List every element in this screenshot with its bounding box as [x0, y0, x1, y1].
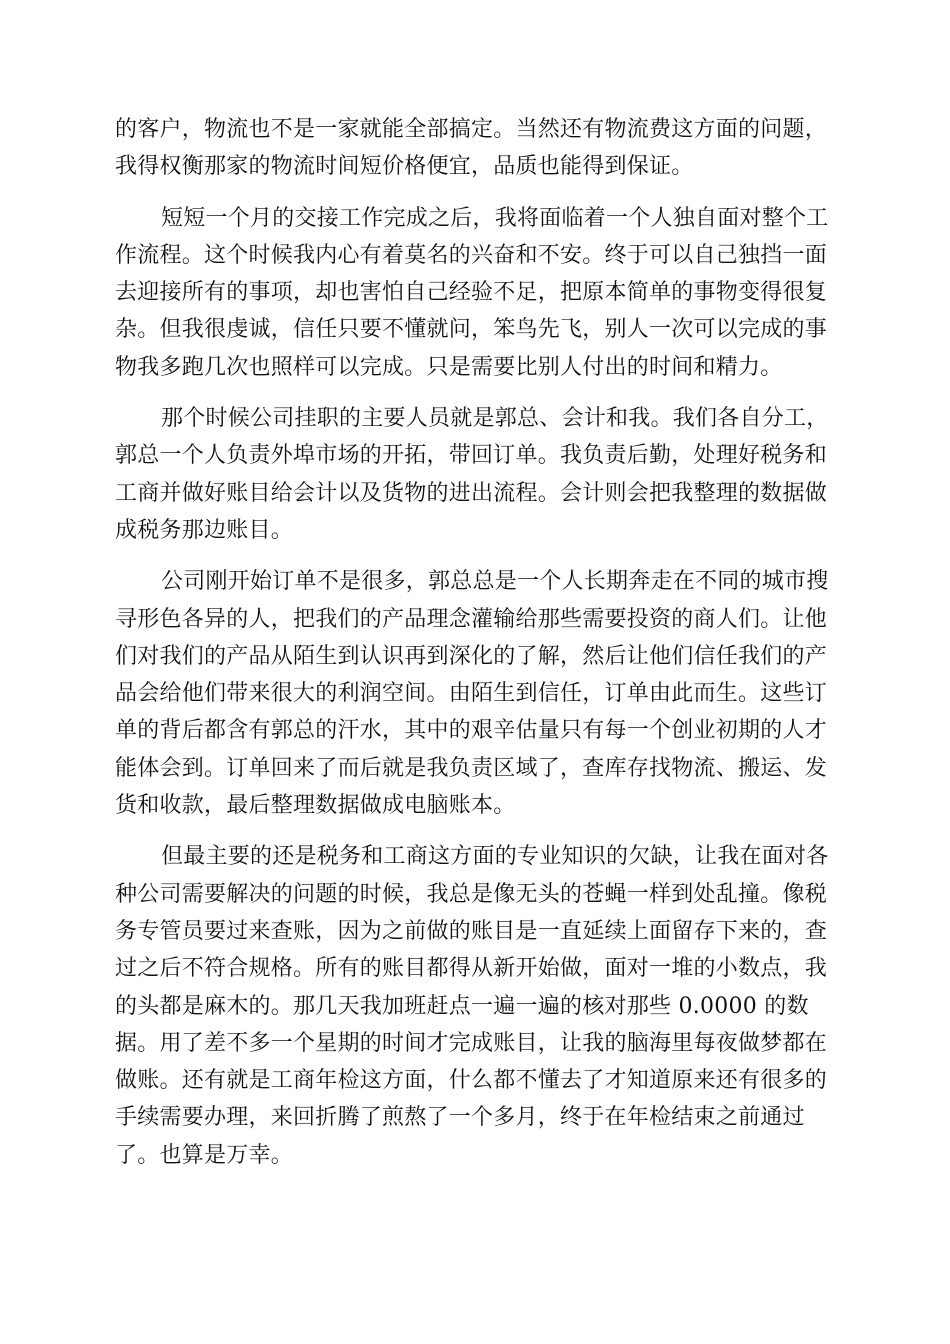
paragraph-3 [115, 400, 833, 549]
paragraph-1 [115, 111, 833, 186]
text-line: 去迎接所有的事项，却也害怕自己经验不足，把原本简单的事物变得很复 [115, 280, 828, 306]
text-line: 但最主要的还是税务和工商这方面的专业知识的欠缺，让我在面对各 [161, 844, 829, 870]
text-line: 我得权衡那家的物流时间短价格便宜，品质也能得到保证。 [115, 154, 694, 180]
text-line: 了。也算是万幸。 [115, 1142, 294, 1168]
text-line: 能体会到。订单回来了而后就是我负责区域了，查库存找物流、搬运、发 [115, 755, 828, 781]
text-line: 物我多跑几次也照样可以完成。只是需要比别人付出的时间和精力。 [115, 354, 783, 380]
text-line: 作流程。这个时候我内心有着莫名的兴奋和不安。终于可以自己独挡一面 [115, 242, 828, 268]
text-line: 据。用了差不多一个星期的时间才完成账目，让我的脑海里每夜做梦都在 [115, 1030, 828, 1056]
text-line: 短短一个月的交接工作完成之后，我将面临着一个人独自面对整个工 [161, 205, 829, 231]
paragraph-2 [115, 200, 833, 386]
text-line: 单的背后都含有郭总的汗水，其中的艰辛估量只有每一个创业初期的人才 [115, 718, 828, 744]
text-line: 寻形色各异的人，把我们的产品理念灌输给那些需要投资的商人们。让他 [115, 606, 828, 632]
text-line: 那个时候公司挂职的主要人员就是郭总、会计和我。我们各自分工， [161, 406, 829, 432]
paragraph-4 [115, 563, 833, 824]
text-line: 种公司需要解决的问题的时候，我总是像无头的苍蝇一样到处乱撞。像税 [115, 881, 828, 907]
text-line: 工商并做好账目给会计以及货物的进出流程。会计则会把我整理的数据做 [115, 480, 828, 506]
document-body [115, 111, 833, 1188]
paragraph-5 [115, 838, 833, 1174]
text-line: 做账。还有就是工商年检这方面，什么都不懂去了才知道原来还有很多的 [115, 1068, 828, 1094]
text-line: 的客户，物流也不是一家就能全部搞定。当然还有物流费这方面的问题， [115, 117, 828, 142]
text-line: 杂。但我很虔诚，信任只要不懂就问，笨鸟先飞，别人一次可以完成的事 [115, 317, 828, 343]
text-line: 手续需要办理，来回折腾了煎熬了一个多月，终于在年检结束之前通过 [115, 1105, 805, 1131]
text-line: 品会给他们带来很大的利润空间。由陌生到信任，订单由此而生。这些订 [115, 681, 828, 707]
text-line: 的头都是麻木的。那几天我加班赶点一遍一遍的核对那些 0.0000 的数 [115, 993, 809, 1019]
text-line: 们对我们的产品从陌生到认识再到深化的了解，然后让他们信任我们的产 [115, 643, 828, 669]
text-line: 务专管员要过来查账，因为之前做的账目是一直延续上面留存下来的，查 [115, 918, 828, 944]
text-line: 过之后不符合规格。所有的账目都得从新开始做，面对一堆的小数点，我 [115, 956, 828, 982]
text-line: 公司刚开始订单不是很多，郭总总是一个人长期奔走在不同的城市搜 [161, 569, 829, 595]
text-line: 郭总一个人负责外埠市场的开拓，带回订单。我负责后勤，处理好税务和 [115, 443, 828, 469]
text-line: 成税务那边账目。 [115, 517, 294, 543]
text-line: 货和收款，最后整理数据做成电脑账本。 [115, 793, 516, 819]
